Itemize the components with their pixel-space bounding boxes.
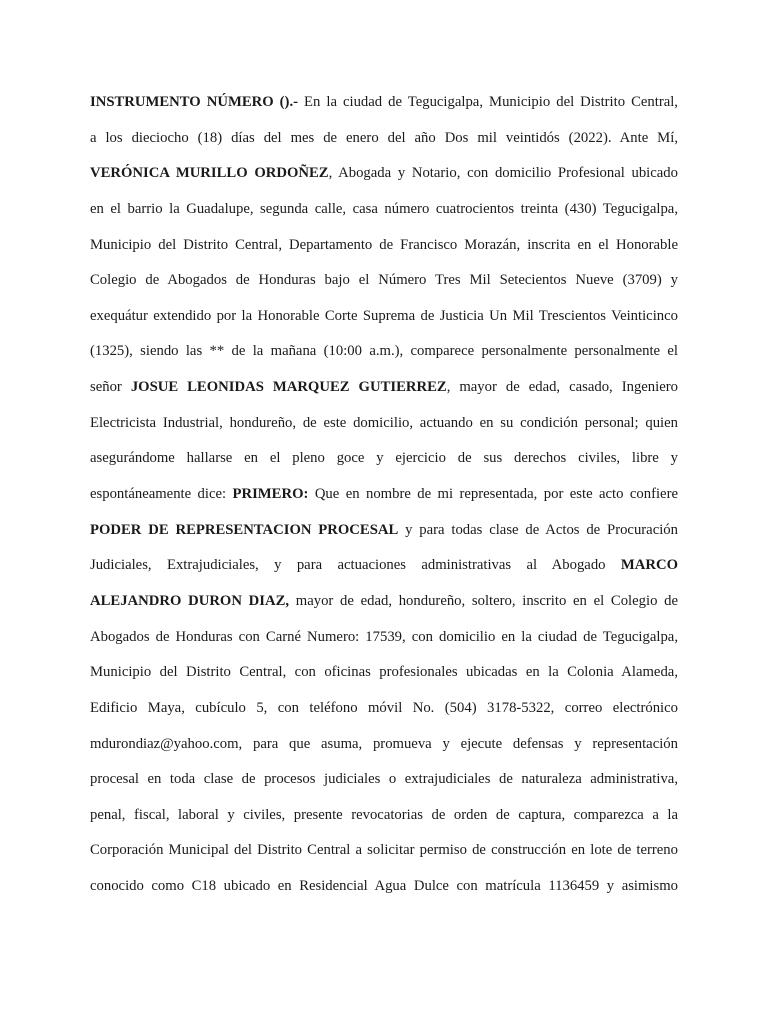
text-line — [90, 370, 678, 406]
text-line — [90, 584, 678, 620]
text-line — [90, 869, 678, 905]
bold-text-run: PRIMERO: — [232, 486, 309, 503]
text-run: señor — [90, 379, 131, 396]
text-run: En la ciudad de Tegucigalpa, Municipio del Distrito Central, — [298, 94, 678, 110]
text-run: Colegio de Abogados de Honduras bajo el Número Tres Mil Setecientos Nueve (3709) y — [90, 272, 678, 289]
text-line — [90, 548, 678, 584]
text-line — [90, 121, 678, 157]
text-run: a los dieciocho (18) días del mes de enero del año Dos mil veintidós (2022). Ante Mí, — [90, 129, 678, 146]
text-line — [90, 192, 678, 228]
text-run: Abogados de Honduras con Carné Numero: 17539, con domicilio en la ciudad de Tegucigalpa, — [90, 628, 678, 645]
text-run: mdurondiaz@yahoo.com, para que asuma, promueva y ejecute defensas y representación — [90, 735, 678, 752]
text-line — [90, 156, 678, 192]
text-line — [90, 299, 678, 335]
text-line — [90, 513, 678, 549]
bold-text-run: PODER DE REPRESENTACION PROCESAL — [90, 521, 399, 538]
text-line — [90, 762, 678, 798]
text-run: en el barrio la Guadalupe, segunda calle, casa número cuatrocientos treinta (430) Tegucigalpa, — [90, 200, 678, 217]
text-run: Municipio del Distrito Central, con oficinas profesionales ubicadas en la Colonia Alameda, — [90, 664, 678, 681]
text-run: Que en nombre de mi representada, por este acto confiere — [308, 486, 678, 503]
text-line — [90, 477, 678, 513]
text-run: conocido como C18 ubicado en Residencial Agua Dulce con matrícula 1136459 y asimismo — [90, 878, 678, 895]
text-run: espontáneamente dice: — [90, 486, 233, 503]
text-line — [90, 263, 678, 299]
text-run: procesal en toda clase de procesos judiciales o extrajudiciales de naturaleza administrativa, — [90, 771, 678, 788]
text-run: asegurándome hallarse en el pleno goce y ejercicio de sus derechos civiles, libre y — [90, 450, 678, 467]
bold-text-run: MARCO — [620, 557, 678, 574]
text-run: , Abogada y Notario, con domicilio Profesional ubicado — [328, 165, 678, 182]
text-line — [90, 727, 678, 763]
text-line — [90, 691, 678, 727]
text-run: y para todas clase de Actos de Procuración — [398, 521, 678, 538]
text-line — [90, 85, 678, 121]
text-line — [90, 228, 678, 264]
bold-text-run: ALEJANDRO DURON DIAZ, — [90, 592, 290, 609]
text-run: Municipio del Distrito Central, Departamento de Francisco Morazán, inscrita en el Honorable — [90, 236, 678, 253]
text-run: , mayor de edad, casado, Ingeniero — [446, 379, 678, 396]
text-line — [90, 406, 678, 442]
document-body — [90, 85, 678, 905]
text-line — [90, 334, 678, 370]
text-run: Corporación Municipal del Distrito Central a solicitar permiso de construcción en lote de terreno — [90, 842, 678, 859]
bold-text-run: INSTRUMENTO NÚMERO ().- — [90, 94, 299, 110]
text-line — [90, 798, 678, 834]
text-run: Judiciales, Extrajudiciales, y para actuaciones administrativas al Abogado — [90, 557, 621, 574]
text-run: penal, fiscal, laboral y civiles, presente revocatorias de orden de captura, comparezca a la — [90, 806, 678, 823]
text-run: Edificio Maya, cubículo 5, con teléfono móvil No. (504) 3178-5322, correo electrónico — [90, 699, 678, 716]
text-run: mayor de edad, hondureño, soltero, inscrito en el Colegio de — [289, 592, 678, 609]
text-line — [90, 441, 678, 477]
text-line — [90, 655, 678, 691]
text-run: (1325), siendo las ** de la mañana (10:00 a.m.), comparece personalmente personalmente el — [90, 343, 678, 360]
text-run: exequátur extendido por la Honorable Corte Suprema de Justicia Un Mil Trescientos Veinticinco — [90, 307, 678, 324]
text-line — [90, 620, 678, 656]
bold-text-run: VERÓNICA MURILLO ORDOÑEZ — [90, 165, 329, 182]
bold-text-run: JOSUE LEONIDAS MARQUEZ GUTIERREZ — [130, 379, 447, 396]
text-line — [90, 833, 678, 869]
text-run: Electricista Industrial, hondureño, de este domicilio, actuando en su condición personal; quien — [90, 414, 678, 431]
